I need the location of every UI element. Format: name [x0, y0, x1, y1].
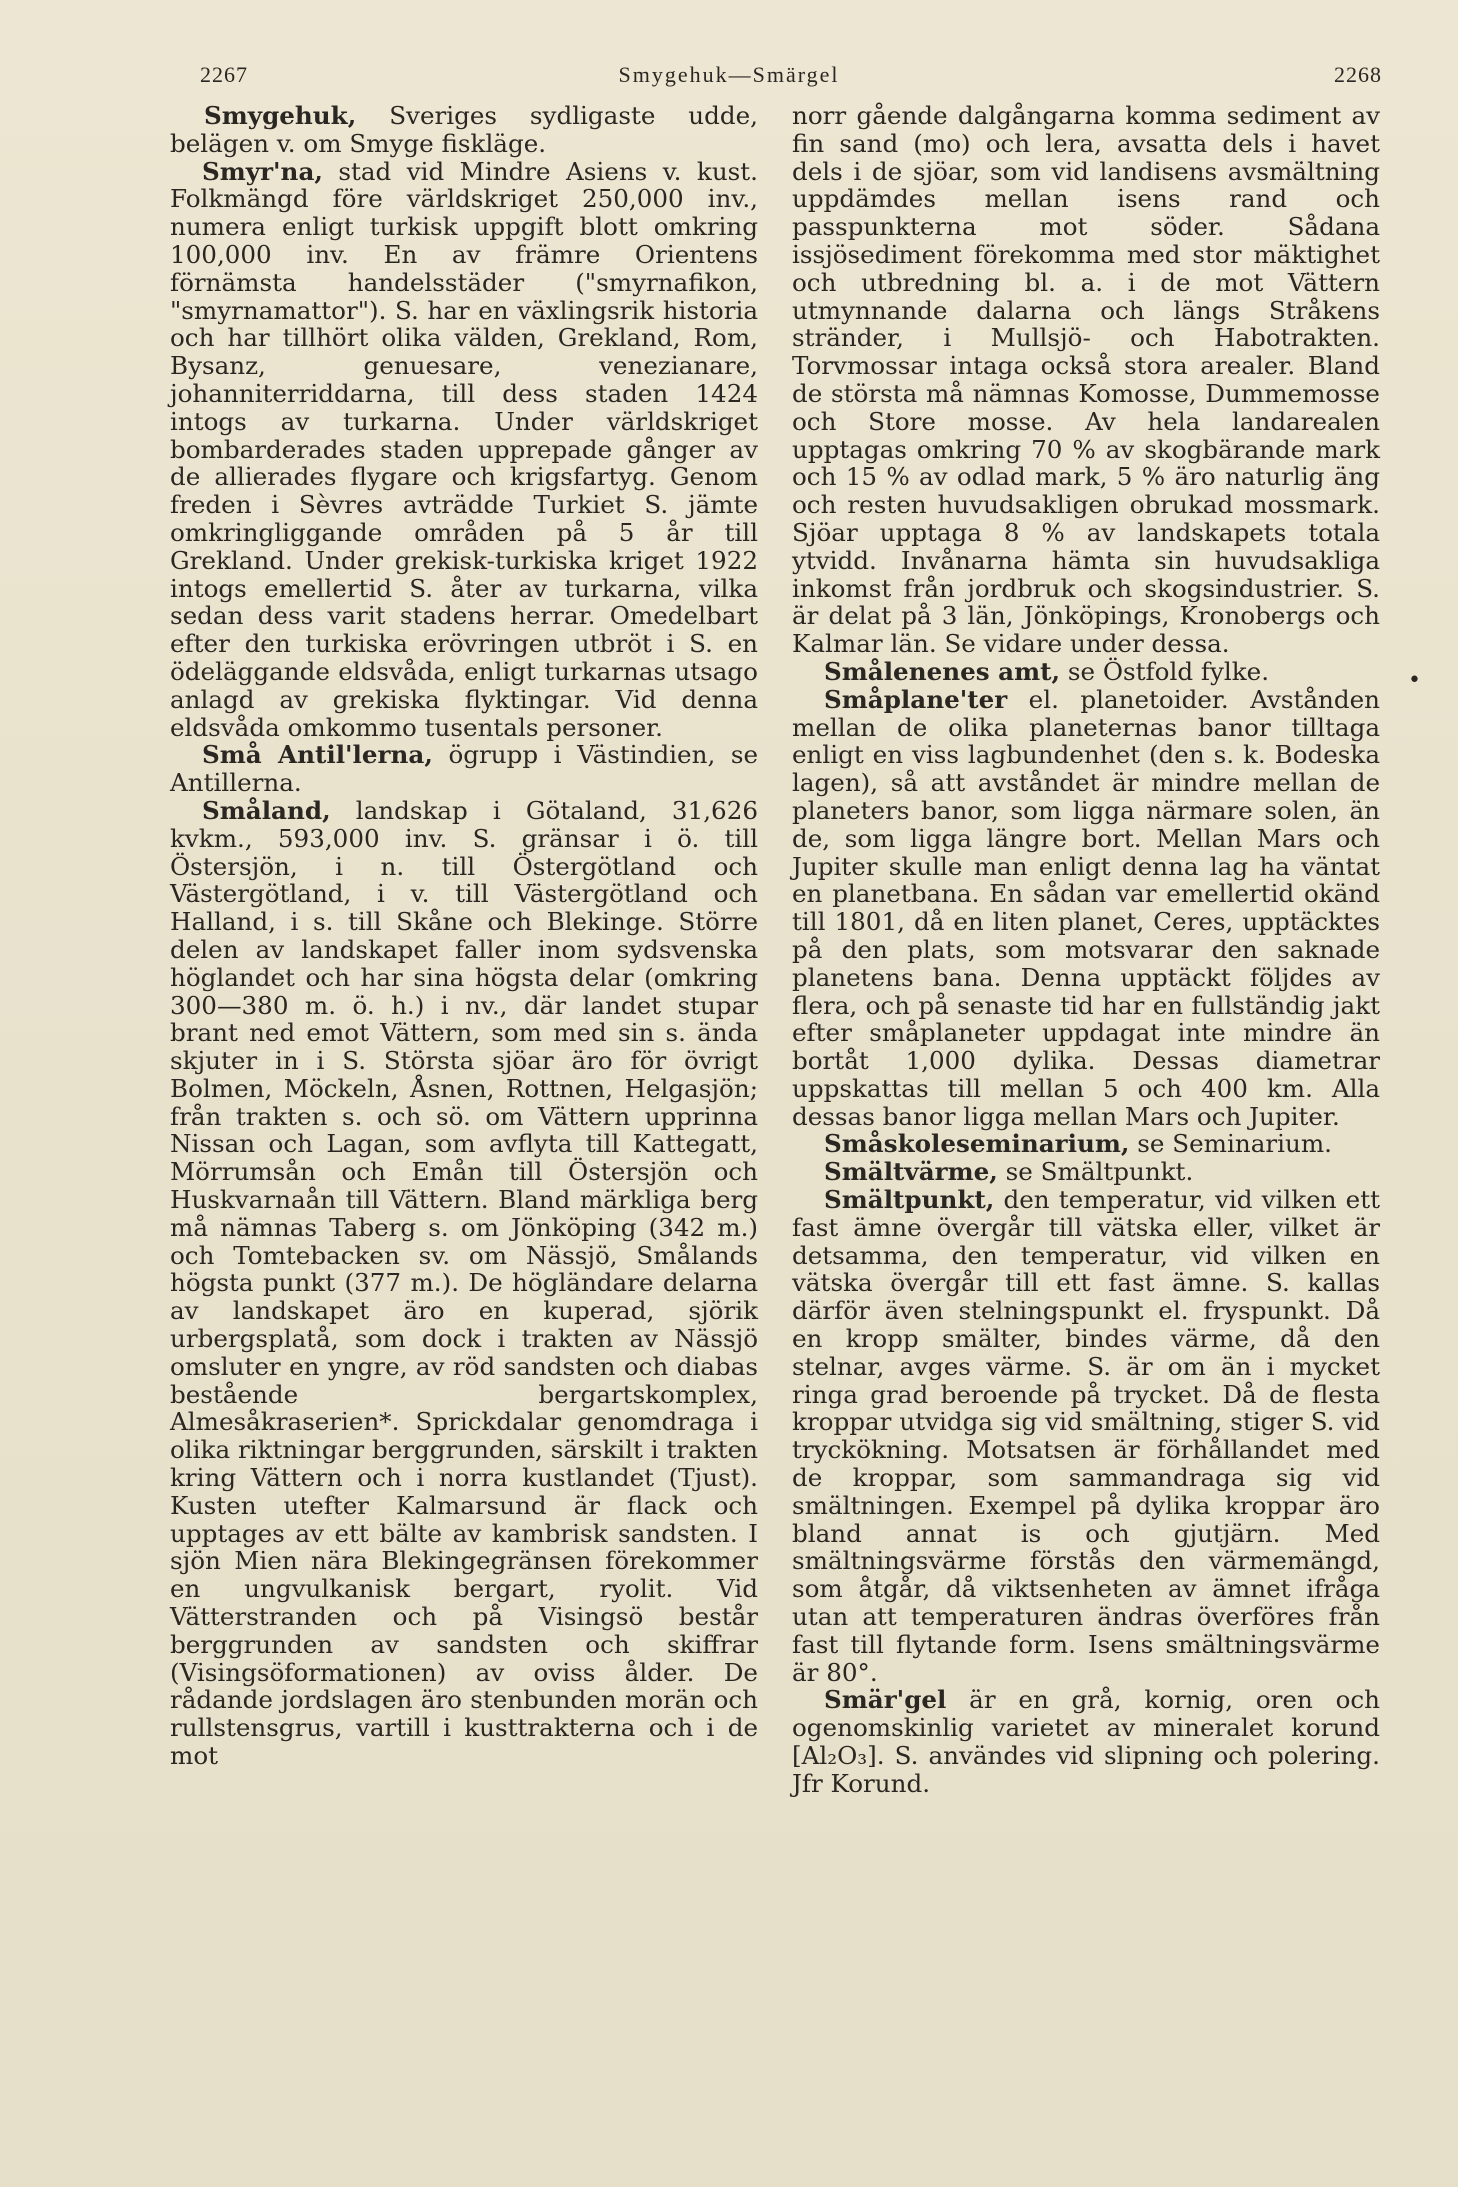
margin-speck: •	[1408, 668, 1421, 693]
entry-smaltpunkt	[792, 1186, 1380, 1686]
entry-headword: Småland,	[202, 795, 331, 825]
entry-text: stad vid Mindre Asiens v. kust. Folkmängd före världskriget 250,000 inv., numera enligt turkisk uppgift blott omkring 100,000 inv. En av främre Orientens förnämsta handelsstäder ("smyrnafikon, "smyrnamattor"). S. har en växlingsrik historia och har tillhört olika välden, Grekland, Rom, Bysanz, genuesare, venezianare, johanniterriddarna, till dess staden 1424 intogs av turkarna. Under världskriget bombarderades staden upprepade gånger av de allierades flygare och krigsfartyg. Genom freden i Sèvres avträdde Turkiet S. jämte omkringliggande områden på 5 år till Grekland. Under grekisk-turkiska kriget 1922 intogs emellertid S. åter av turkarna, vilka sedan dess varit stadens herrar. Omedelbart efter den turkiska erövringen utbröt i S. en ödeläggande eldsvåda, enligt turkarnas utsago anlagd av grekiska flyktingar. Vid denna eldsvåda omkommo tusentals personer.	[170, 156, 758, 742]
entry-smygehuk	[170, 102, 758, 158]
left-column	[170, 102, 758, 1770]
entry-headword: Smältvärme,	[824, 1157, 998, 1187]
entry-text: se Smältpunkt.	[997, 1157, 1194, 1187]
page-header	[0, 62, 1458, 102]
entry-smyrna	[170, 158, 758, 742]
entry-smaland-continued	[792, 102, 1380, 658]
entry-sma-antillerna	[170, 741, 758, 797]
entry-headword: Små Antil'lerna,	[202, 740, 433, 770]
entry-headword: Småskoleseminarium,	[824, 1129, 1130, 1159]
entry-headword: Smyr'na,	[202, 156, 323, 186]
entry-smaskoleseminarium	[792, 1130, 1380, 1158]
entry-headword: Smär'gel	[824, 1685, 947, 1715]
entry-text: den temperatur, vid vilken ett fast ämne övergår till vätska eller, vilket är detsamma, den temperatur, vid vilken en vätska övergår till ett fast ämne. S. kallas därför även stelningspunkt el. fryspunkt. Då en kropp smälter, bindes värme, då den stelnar, avges värme. S. är om än i mycket ringa grad beroende på trycket. Då de flesta kroppar utvidga sig vid smältning, stiger S. vid tryckökning. Motsatsen är förhållandet med de kroppar, som sammandraga sig vid smältningen. Exempel på dylika kroppar äro bland annat is och gjutjärn. Med smältningsvärme förstås den värmemängd, som åtgår, då viktsenheten av ämnet ifråga utan att temperaturen ändras överföres från fast till flytande form. Isens smältningsvärme är 80°.	[792, 1185, 1380, 1687]
entry-headword: Smålenenes amt,	[824, 656, 1061, 686]
entry-smaland	[170, 797, 758, 1770]
entry-headword: Smältpunkt,	[824, 1185, 995, 1215]
entry-text: är en grå, kornig, oren och ogenomskinlig varietet av mineralet korund [Al₂O₃]. S. användes vid slipning och polering. Jfr Korund.	[792, 1685, 1380, 1798]
entry-smaplaneter	[792, 686, 1380, 1131]
entry-headword: Småplane'ter	[824, 684, 1008, 714]
page-number-right: 2268	[1334, 62, 1382, 87]
entry-text: el. planetoider. Avstånden mellan de olika planeternas banor tilltaga enligt en viss lagbundenhet (den s. k. Bodeska lagen), så att avståndet är mindre mellan de planeters banor, som ligga närmare solen, än de, som ligga längre bort. Mellan Mars och Jupiter skulle man enligt denna lag ha väntat en planetbana. En sådan var emellertid okänd till 1801, då en liten planet, Ceres, upptäcktes på den plats, som motsvarar den saknade planetens bana. Denna upptäckt följdes av flera, och på senaste tid har en fullständig jakt efter småplaneter uppdagat inte mindre än bortåt 1,000 dylika. Dessas diametrar uppskattas till mellan 5 och 400 km. Alla dessas banor ligga mellan Mars och Jupiter.	[792, 684, 1380, 1131]
page-number-left: 2267	[200, 62, 248, 87]
entry-headword: Smygehuk,	[204, 101, 357, 130]
entry-text: ögrupp i Västindien, se Antillerna.	[170, 740, 758, 798]
right-column	[792, 102, 1380, 1798]
entry-smaltvarme	[792, 1158, 1380, 1186]
running-head: Smygehuk—Smärgel	[618, 62, 840, 87]
entry-text: Sveriges sydligaste udde, belägen v. om Smyge fiskläge.	[170, 101, 758, 158]
entry-text: landskap i Götaland, 31,626 kvkm., 593,000 inv. S. gränsar i ö. till Östersjön, i n. till Östergötland och Västergötland, i v. till Västergötland och Halland, i s. till Skåne och Blekinge. Större delen av landskapet faller inom sydsvenska höglandet och har sina högsta delar (omkring 300—380 m. ö. h.) i nv., där landet stupar brant ned emot Vättern, som med sin s. ända skjuter in i S. Största sjöar äro för övrigt Bolmen, Möckeln, Åsnen, Rottnen, Helgasjön; från trakten s. och sö. om Vättern upprinna Nissan och Lagan, som avflyta till Kattegatt, Mörrumsån och Emån till Östersjön och Huskvarnaån till Vättern. Bland märkliga berg må nämnas Taberg s. om Jönköping (342 m.) och Tomtebacken sv. om Nässjö, Smålands högsta punkt (377 m.). De högländare delarna av landskapet äro en kuperad, sjörik urbergsplatå, som dock i trakten av Nässjö omsluter en yngre, av röd sandsten och diabas bestående bergartskomplex, Almesåkraserien*. Sprickdalar genomdraga i olika riktningar berggrunden, särskilt i trakten kring Vättern och i norra kustlandet (Tjust). Kusten utefter Kalmarsund är flack och upptages av ett bälte av kambrisk sandsten. I sjön Mien nära Blekingegränsen förekommer en ungvulkanisk bergart, ryolit. Vid Vätterstranden och på Visingsö består berggrunden av sandsten och skiffrar (Visingsöformationen) av oviss ålder. De rådande jordslagen äro stenbunden morän och rullstensgrus, vartill i kusttrakterna och i de mot	[170, 795, 758, 1771]
entry-text: se Seminarium.	[1129, 1129, 1332, 1159]
entry-text: se Östfold fylke.	[1060, 656, 1270, 686]
entry-smalenenes-amt	[792, 658, 1380, 686]
entry-text: norr gående dalgångarna komma sediment av fin sand (mo) och lera, avsatta dels i havet dels i de sjöar, som vid landisens avsmältning uppdämdes mellan isens rand och passpunkterna mot söder. Sådana issjösediment förekomma med stor mäktighet och utbredning bl. a. i de mot Vättern utmynnande dalarna och längs Stråkens stränder, i Mullsjö- och Habotrakten. Torvmossar intaga också stora arealer. Bland de största må nämnas Komosse, Dummemosse och Store mosse. Av hela landarealen upptagas omkring 70 % av skogbärande mark och 15 % av odlad mark, 5 % äro naturlig äng och resten huvudsakligen obrukad mossmark. Sjöar upptaga 8 % av landskapets totala ytvidd. Invånarna hämta sin huvudsakliga inkomst från jordbruk och skogsindustrier. S. är delat på 3 län, Jönköpings, Kronobergs och Kalmar län. Se vidare under dessa.	[792, 101, 1380, 659]
entry-smargel	[792, 1686, 1380, 1797]
